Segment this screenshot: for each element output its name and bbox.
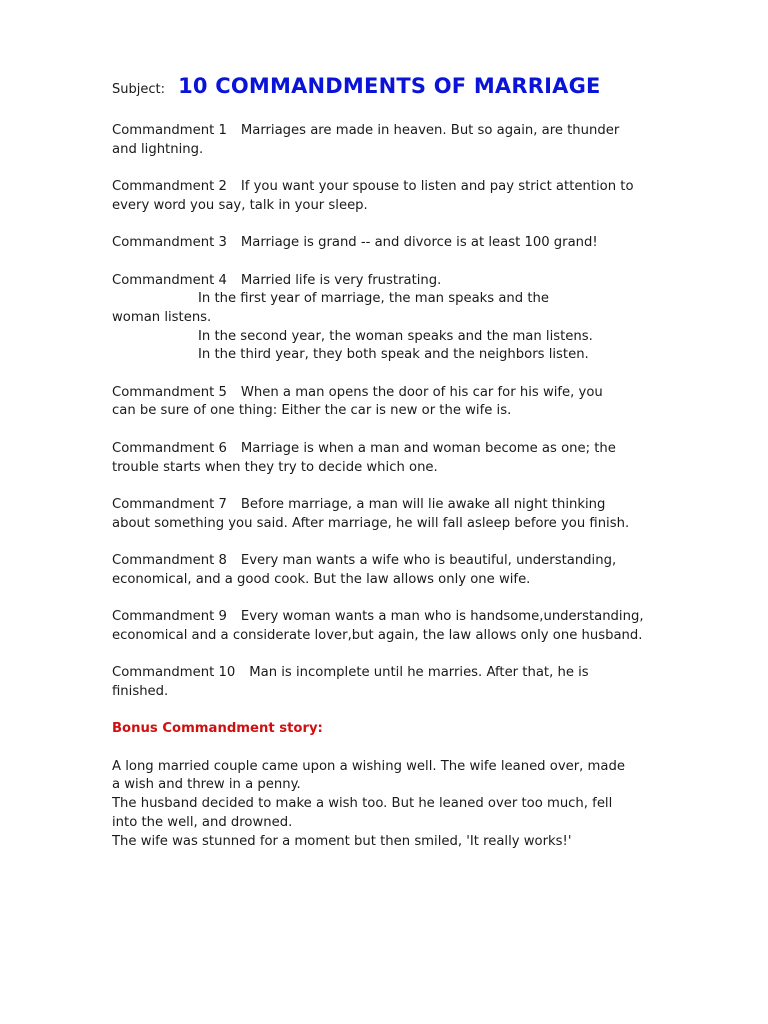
commandment-line xyxy=(112,290,672,309)
commandment-number: Commandment 7 xyxy=(112,496,227,512)
bonus-story xyxy=(112,758,672,852)
bonus-story-line: A long married couple came upon a wishing well. The wife leaned over, made xyxy=(112,758,625,774)
commandment-text: Before marriage, a man will lie awake all night thinking xyxy=(240,496,606,512)
bonus-title: Bonus Commandment story: xyxy=(112,721,323,737)
bonus-story-line: The husband decided to make a wish too. But he leaned over too much, fell xyxy=(112,796,613,812)
commandment-6 xyxy=(112,440,672,477)
commandment-line xyxy=(112,552,672,571)
subject-title: 10 COMMANDMENTS OF MARRIAGE xyxy=(178,74,601,98)
bonus-story-line: into the well, and drowned. xyxy=(112,814,293,830)
commandment-2 xyxy=(112,178,672,215)
subject-label: Subject: xyxy=(112,82,165,97)
commandment-line xyxy=(112,234,672,253)
bonus-story-line: a wish and threw in a penny. xyxy=(112,777,301,793)
commandment-line xyxy=(112,384,672,403)
commandment-text: economical and a considerate lover,but again, the law allows only one husband. xyxy=(112,627,643,643)
commandment-text: In the third year, they both speak and the neighbors listen. xyxy=(198,347,589,363)
commandment-8 xyxy=(112,552,672,589)
commandment-number: Commandment 8 xyxy=(112,553,227,569)
commandment-number: Commandment 3 xyxy=(112,235,227,251)
commandment-number: Commandment 9 xyxy=(112,609,227,625)
commandment-line xyxy=(112,272,672,291)
commandment-number: Commandment 10 xyxy=(112,665,236,681)
commandment-number: Commandment 5 xyxy=(112,384,227,400)
commandment-text: Every man wants a wife who is beautiful, understanding, xyxy=(240,553,617,569)
commandment-text: can be sure of one thing: Either the car is new or the wife is. xyxy=(112,403,512,419)
commandment-number: Commandment 2 xyxy=(112,179,227,195)
commandment-line xyxy=(112,346,672,365)
commandment-4 xyxy=(112,272,672,366)
commandment-line xyxy=(112,440,672,459)
commandment-line xyxy=(112,178,672,197)
commandment-line xyxy=(112,328,672,347)
commandment-text: In the second year, the woman speaks and the man listens. xyxy=(198,328,593,344)
commandment-text: Married life is very frustrating. xyxy=(240,272,442,288)
commandment-10 xyxy=(112,664,672,701)
document-body xyxy=(112,122,672,870)
commandment-number: Commandment 4 xyxy=(112,272,227,288)
bonus-story-line: The wife was stunned for a moment but then smiled, 'It really works!' xyxy=(112,833,572,849)
commandment-text: Marriage is when a man and woman become as one; the xyxy=(240,440,616,456)
commandment-3 xyxy=(112,234,672,253)
commandment-line xyxy=(112,496,672,515)
commandment-text: woman listens. xyxy=(112,309,212,325)
commandment-5 xyxy=(112,384,672,421)
commandment-text: economical, and a good cook. But the law allows only one wife. xyxy=(112,571,531,587)
commandment-line xyxy=(112,664,672,683)
commandment-text: If you want your spouse to listen and pay strict attention to xyxy=(240,179,634,195)
commandment-text: Marriage is grand -- and divorce is at least 100 grand! xyxy=(240,235,598,251)
commandment-text: about something you said. After marriage, he will fall asleep before you finish. xyxy=(112,515,630,531)
commandment-1 xyxy=(112,122,672,159)
commandment-text: trouble starts when they try to decide which one. xyxy=(112,459,438,475)
commandment-text: every word you say, talk in your sleep. xyxy=(112,197,368,213)
commandment-text: finished. xyxy=(112,683,169,699)
commandment-line xyxy=(112,608,672,627)
commandment-text: Man is incomplete until he marries. After that, he is xyxy=(249,665,589,681)
commandment-text: When a man opens the door of his car for his wife, you xyxy=(240,384,603,400)
commandment-text: Marriages are made in heaven. But so again, are thunder xyxy=(240,123,620,138)
commandment-number: Commandment 1 xyxy=(112,123,227,138)
subject-line xyxy=(112,74,601,98)
commandment-text: In the first year of marriage, the man speaks and the xyxy=(198,291,549,307)
commandment-line xyxy=(112,122,672,141)
commandment-9 xyxy=(112,608,672,645)
commandment-text: and lightning. xyxy=(112,141,204,157)
commandment-text: Every woman wants a man who is handsome,understanding, xyxy=(240,609,644,625)
commandment-7 xyxy=(112,496,672,533)
commandment-number: Commandment 6 xyxy=(112,440,227,456)
